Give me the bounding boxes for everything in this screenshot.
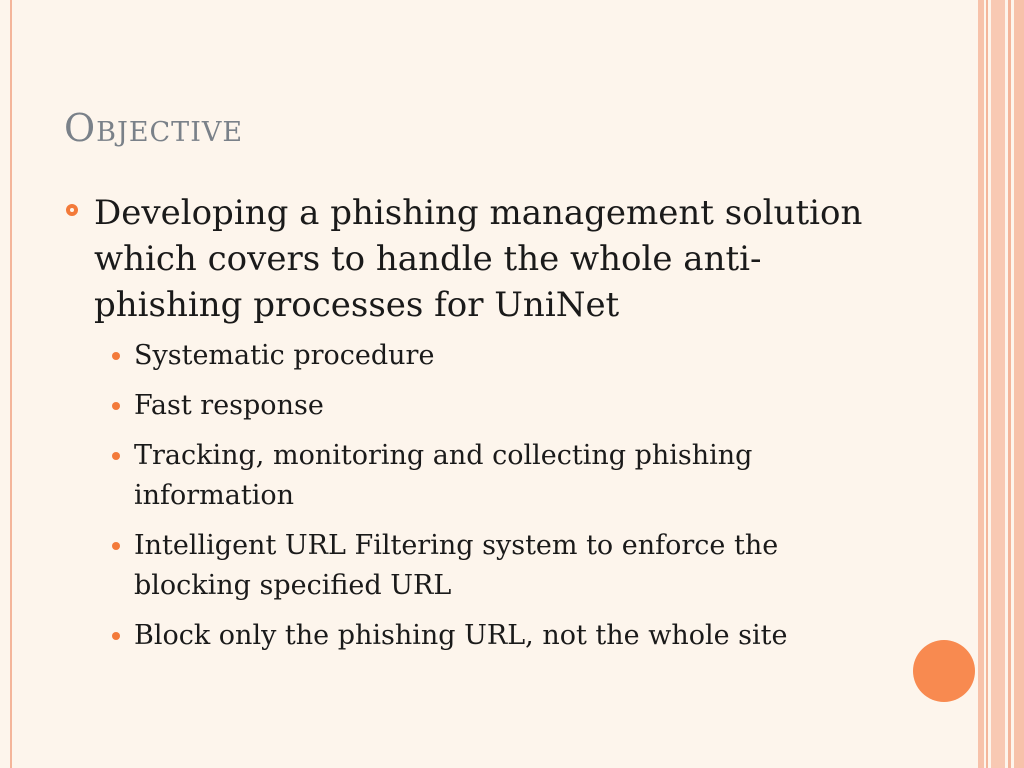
slide-title: Objective xyxy=(64,106,244,150)
orange-circle-decoration xyxy=(913,640,975,702)
slide-content xyxy=(64,190,894,666)
hollow-circle-bullet-icon xyxy=(66,204,78,216)
dot-bullet-icon xyxy=(112,632,120,640)
sub-bullet-item xyxy=(64,616,894,656)
bullet-text: Developing a phishing management solution which covers to handle the whole anti-phishing processes for UniNet xyxy=(94,193,863,325)
sub-bullet-item xyxy=(64,436,894,516)
sub-bullet-text: Tracking, monitoring and collecting phishing information xyxy=(134,440,753,511)
dot-bullet-icon xyxy=(112,452,120,460)
sub-bullet-text: Intelligent URL Filtering system to enforce the blocking specified URL xyxy=(134,530,779,601)
left-border-line xyxy=(10,0,12,768)
sub-bullet-list xyxy=(64,336,894,656)
right-stripe xyxy=(986,0,988,768)
sub-bullet-item xyxy=(64,336,894,376)
sub-bullet-text: Systematic procedure xyxy=(134,340,435,371)
right-stripe xyxy=(978,0,984,768)
right-stripe xyxy=(991,0,1005,768)
bullet-item xyxy=(64,190,894,328)
right-stripe xyxy=(1008,0,1011,768)
sub-bullet-text: Block only the phishing URL, not the whole site xyxy=(134,620,788,651)
sub-bullet-item xyxy=(64,526,894,606)
right-stripe xyxy=(1014,0,1024,768)
sub-bullet-text: Fast response xyxy=(134,390,324,421)
dot-bullet-icon xyxy=(112,542,120,550)
dot-bullet-icon xyxy=(112,352,120,360)
dot-bullet-icon xyxy=(112,402,120,410)
sub-bullet-item xyxy=(64,386,894,426)
